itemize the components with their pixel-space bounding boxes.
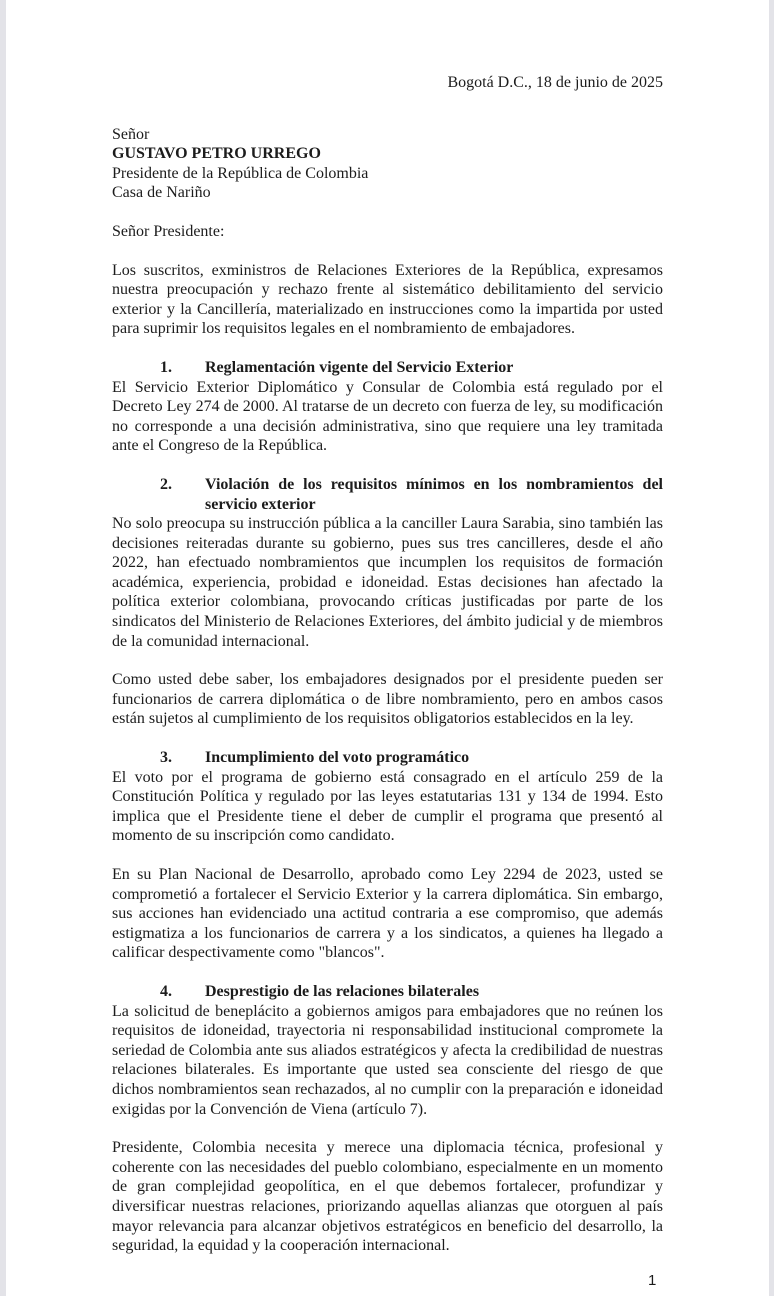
section-1 [112,358,663,456]
section-number: 2. [160,475,172,493]
addressee-location: Casa de Nariño [112,184,211,202]
section-2 [112,475,663,651]
section-title: Desprestigio de las relaciones bilaterales [205,982,480,1000]
section-paragraph: El Servicio Exterior Diplomático y Consular de Colombia está regulado por el Decreto Ley 274 de 2000. Al tratarse de un decreto con fuerza de ley, su modificación no corresponde a una decisión administrativa, sino que requiere una ley tramitada ante el Congreso de la República. [112,378,663,455]
section-3 [112,748,663,846]
section-number: 4. [160,982,172,1000]
section-heading [112,475,663,514]
section-number: 3. [160,749,172,767]
viewer-right-edge [769,0,774,1296]
section-paragraph: No solo preocupa su instrucción pública a la canciller Laura Sarabia, sino también las decisiones reiteradas durante su gobierno, pues sus tres cancilleres, desde el año 2022, han efectuado nombramientos que incumplen los requisitos de formación académica, experiencia, probidad e idoneidad. Estas decisiones han afectado la política exterior colombiana, provocando críticas justificadas por parte de los sindicatos del Ministerio de Relaciones Exteriores, del ámbito judicial y de miembros de la comunidad internacional. [112,515,663,650]
page-footer [112,1266,663,1296]
section-heading [112,748,663,768]
section-paragraph: La solicitud de beneplácito a gobiernos amigos para embajadores que no reúnen los requisitos de idoneidad, trayectoria ni responsabilidad institucional compromete la seriedad de Colombia ante sus aliados estratégicos y afecta la credibilidad de nuestras relaciones bilaterales. Es importante que usted sea consciente del riesgo de que dichos nombramientos sean rechazados, al no cumplir con la preparación e idoneidad exigidas por la Convención de Viena (artículo 7). [112,1002,663,1118]
section-heading [112,982,663,1002]
section-title: Reglamentación vigente del Servicio Exterior [205,358,514,376]
section-3-paragraph-2: En su Plan Nacional de Desarrollo, aprobado como Ley 2294 de 2023, usted se comprometió a fortalecer el Servicio Exterior y la carrera diplomática. Sin embargo, sus acciones han evidenciado una actitud contraria a ese compromiso, que además estigmatiza a los funcionarios de carrera y a los sindicatos, a quienes ha llegado a calificar despectivamente como "blancos". [112,866,663,962]
letter-page [112,0,663,1266]
section-2-paragraph-2: Como usted debe saber, los embajadores designados por el presidente pueden ser funcionarios de carrera diplomática o de libre nombramiento, pero en ambos casos están sujetos al cumplimiento de los requisitos obligatorios establecidos en la ley. [112,671,663,728]
addressee-block [112,125,663,203]
closing-paragraph: Presidente, Colombia necesita y merece una diplomacia técnica, profesional y coherente con las necesidades del pueblo colombiano, especialmente en un momento de gran complejidad geopolítica, en el que debemos fortalecer, profundizar y diversificar nuestras relaciones, priorizando aquellas alianzas que otorguen al país mayor relevancia para alcanzar objetivos estratégicos en beneficio del desarrollo, la seguridad, la equidad y la cooperación internacional. [112,1139,663,1255]
viewer-left-edge [0,0,6,1296]
section-title: Incumplimiento del voto programático [205,749,470,767]
addressee-name: GUSTAVO PETRO URREGO [112,145,321,163]
section-paragraph: El voto por el programa de gobierno está consagrado en el artículo 259 de la Constitución Política y regulado por las leyes estatutarias 131 y 134 de 1994. Esto implica que el Presidente tiene el deber de cumplir el programa que presentó al momento de su inscripción como candidato. [112,768,663,845]
section-title: Violación de los requisitos mínimos en los nombramientos del servicio exterior [205,475,663,513]
section-4 [112,982,663,1119]
addressee-greeting-title: Señor [112,125,150,143]
page-number: 1 [648,1271,657,1289]
section-number: 1. [160,358,172,376]
section-heading [112,358,663,378]
intro-paragraph: Los suscritos, exministros de Relaciones Exteriores de la República, expresamos nuestra preocupación y rechazo frente al sistemático debilitamiento del servicio exterior y la Cancillería, materializado en instrucciones como la impartida por usted para suprimir los requisitos legales en el nombramiento de embajadores. [112,261,663,338]
date-line: Bogotá D.C., 18 de junio de 2025 [447,74,663,91]
addressee-position: Presidente de la República de Colombia [112,164,369,182]
salutation: Señor Presidente: [112,222,225,240]
